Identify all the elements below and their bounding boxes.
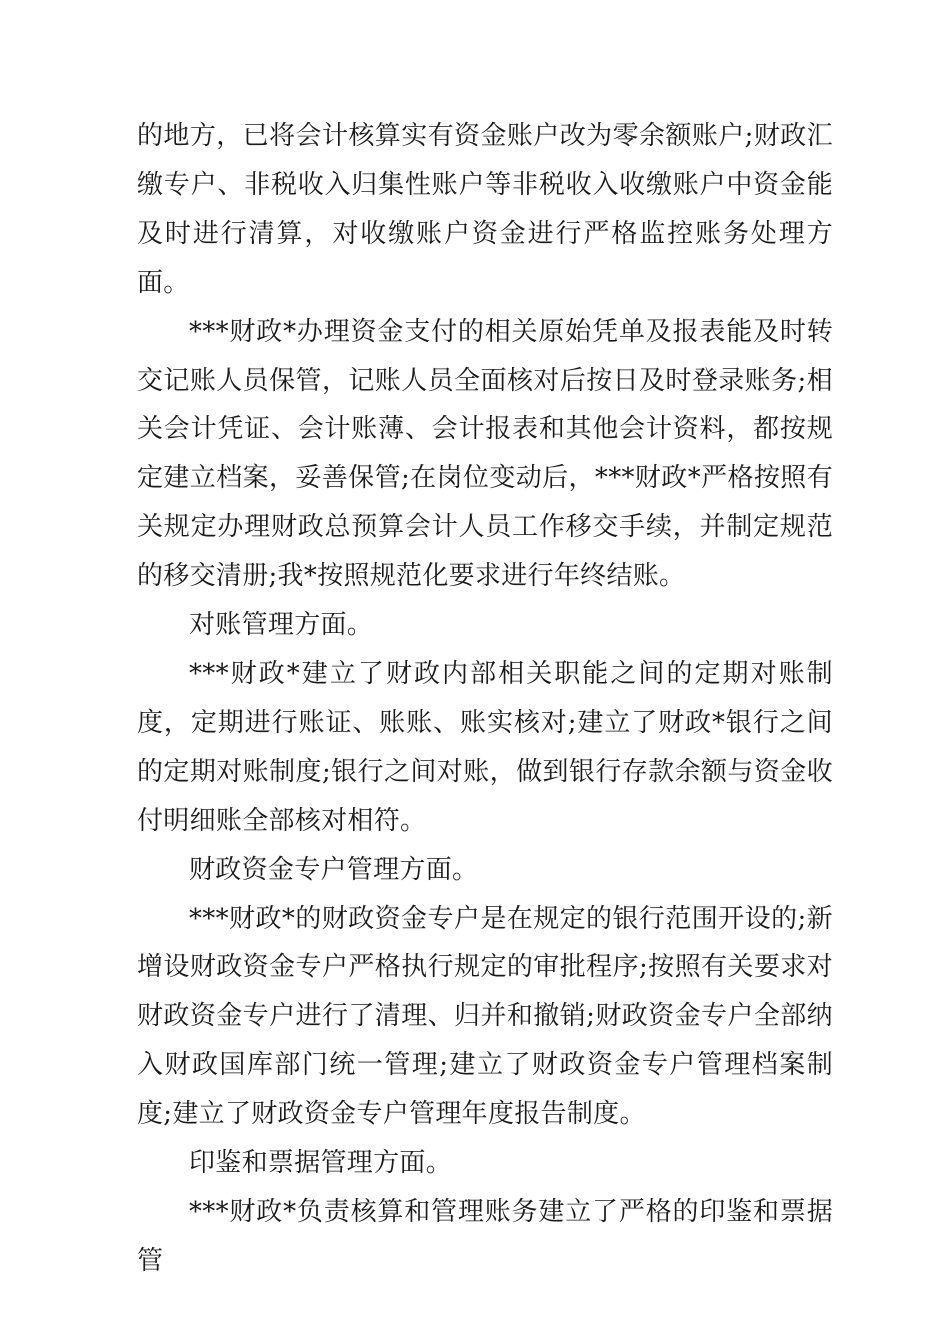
section-heading-reconciliation: 对账管理方面。 — [189, 610, 374, 641]
section-heading-seals-receipts: 印鉴和票据管理方面。 — [189, 1148, 453, 1179]
paragraph-5: ***财政*负责核算和管理账务建立了严格的印鉴和票据管 — [137, 1196, 833, 1276]
paragraph-2: ***财政*办理资金支付的相关原始凭单及报表能及时转交记账人员保管，记账人员全面核对后按日及时登录账务;相关会计凭证、会计账薄、会计报表和其他会计资料，都按规定建立档案，妥善保管;在岗位变动后，***财政*严格按照有关规定办理财政总预算会计人员工作移交手续，并制定规范的移交清册;我*按照规范化要求进行年终结账。 — [137, 316, 833, 592]
document-body — [137, 112, 833, 1286]
paragraph-1: 的地方，已将会计核算实有资金账户改为零余额账户;财政汇缴专户、非税收入归集性账户等非税收入收缴账户中资金能及时进行清算，对收缴账户资金进行严格监控账务处理方面。 — [137, 121, 833, 298]
paragraph-3: ***财政*建立了财政内部相关职能之间的定期对账制度，定期进行账证、账账、账实核对;建立了财政*银行之间的定期对账制度;银行之间对账，做到银行存款余额与资金收付明细账全部核对相符。 — [137, 658, 833, 836]
section-heading-special-accounts: 财政资金专户管理方面。 — [189, 854, 479, 885]
paragraph-4: ***财政*的财政资金专户是在规定的银行范围开设的;新增设财政资金专户严格执行规定的审批程序;按照有关要求对财政资金专户进行了清理、归并和撤销;财政资金专户全部纳入财政国库部门统一管理;建立了财政资金专户管理档案制度;建立了财政资金专户管理年度报告制度。 — [137, 903, 833, 1130]
